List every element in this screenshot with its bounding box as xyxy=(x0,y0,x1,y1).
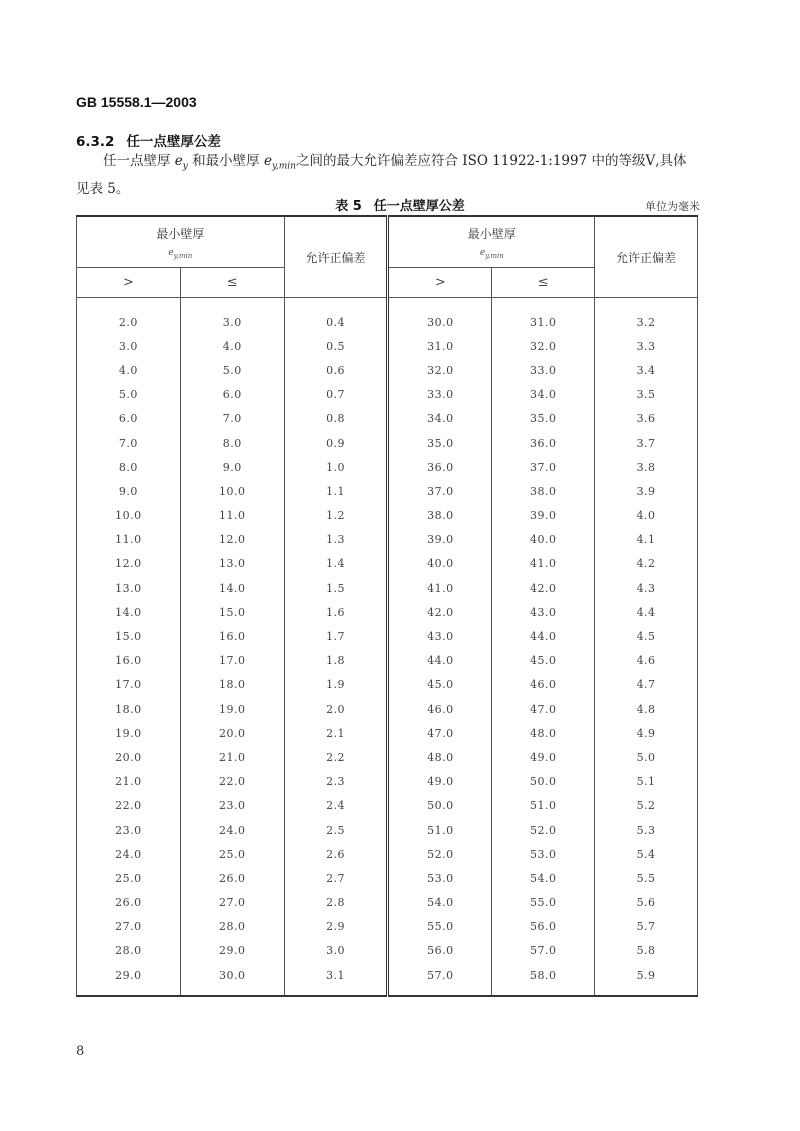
table-cell: 3.2 xyxy=(595,298,698,335)
symbol-eymin: e xyxy=(263,153,272,169)
table-cell: 4.0 xyxy=(180,334,284,358)
table-cell: 51.0 xyxy=(388,818,492,842)
table-cell: 56.0 xyxy=(388,939,492,963)
table-cell: 48.0 xyxy=(388,745,492,769)
table-row xyxy=(77,334,698,358)
table-cell: 44.0 xyxy=(492,624,595,648)
table-cell: 5.8 xyxy=(595,939,698,963)
table-row xyxy=(77,818,698,842)
header-symbol: $e_{y,min}$ xyxy=(479,247,504,260)
table-cell: 0.5 xyxy=(284,334,388,358)
table-cell: 2.0 xyxy=(284,697,388,721)
table-cell: 32.0 xyxy=(388,358,492,382)
table-cell: 27.0 xyxy=(180,891,284,915)
table-cell: 3.7 xyxy=(595,431,698,455)
table-row xyxy=(77,383,698,407)
table-cell: 18.0 xyxy=(77,697,181,721)
table-cell: 5.5 xyxy=(595,866,698,890)
body-paragraph xyxy=(76,150,700,200)
table-cell: 17.0 xyxy=(77,673,181,697)
table-cell: 2.1 xyxy=(284,721,388,745)
table-cell: 45.0 xyxy=(388,673,492,697)
table-cell: 4.5 xyxy=(595,624,698,648)
table-row xyxy=(77,673,698,697)
table-cell: 31.0 xyxy=(388,334,492,358)
table-row xyxy=(77,455,698,479)
table-cell: 23.0 xyxy=(180,794,284,818)
table-cell: 48.0 xyxy=(492,721,595,745)
table-cell: 52.0 xyxy=(492,818,595,842)
table-cell: 43.0 xyxy=(388,624,492,648)
table-cell: 26.0 xyxy=(77,891,181,915)
table-cell: 1.8 xyxy=(284,649,388,673)
table-row xyxy=(77,939,698,963)
table-cell: 15.0 xyxy=(180,600,284,624)
table-cell: 5.9 xyxy=(595,963,698,996)
table-cell: 2.3 xyxy=(284,770,388,794)
table-cell: 0.9 xyxy=(284,431,388,455)
header-gt: > xyxy=(388,268,492,298)
table-cell: 57.0 xyxy=(388,963,492,996)
table-cell: 9.0 xyxy=(180,455,284,479)
table-cell: 34.0 xyxy=(492,383,595,407)
table-cell: 14.0 xyxy=(180,576,284,600)
table-cell: 53.0 xyxy=(388,866,492,890)
table-cell: 50.0 xyxy=(492,770,595,794)
table-cell: 45.0 xyxy=(492,649,595,673)
table-cell: 8.0 xyxy=(180,431,284,455)
table-cell: 24.0 xyxy=(180,818,284,842)
table-cell: 16.0 xyxy=(77,649,181,673)
table-cell: 35.0 xyxy=(492,407,595,431)
table-cell: 57.0 xyxy=(492,939,595,963)
table-cell: 55.0 xyxy=(388,915,492,939)
table-cell: 29.0 xyxy=(180,939,284,963)
table-cell: 13.0 xyxy=(77,576,181,600)
table-cell: 15.0 xyxy=(77,624,181,648)
table-cell: 47.0 xyxy=(388,721,492,745)
header-symbol: $e_{y,min}$ xyxy=(168,247,193,260)
table-cell: 38.0 xyxy=(492,479,595,503)
table-cell: 4.2 xyxy=(595,552,698,576)
table-cell: 5.0 xyxy=(595,745,698,769)
table-cell: 5.2 xyxy=(595,794,698,818)
table-cell: 35.0 xyxy=(388,431,492,455)
table-cell: 7.0 xyxy=(180,407,284,431)
table-cell: 51.0 xyxy=(492,794,595,818)
table-cell: 6.0 xyxy=(77,407,181,431)
table-cell: 3.5 xyxy=(595,383,698,407)
header-gt: > xyxy=(77,268,181,298)
table-cell: 5.1 xyxy=(595,770,698,794)
table-cell: 33.0 xyxy=(388,383,492,407)
table-cell: 21.0 xyxy=(77,770,181,794)
symbol-ey: e xyxy=(174,153,183,169)
table-cell: 49.0 xyxy=(388,770,492,794)
header-tolerance-left: 允许正偏差 xyxy=(284,216,388,298)
para-text-3: 之间的最大允许偏差应符合 ISO 11922-1:1997 中的等级Ⅴ,具体见表 5。 xyxy=(76,153,687,197)
table-cell: 31.0 xyxy=(492,298,595,335)
table-cell: 4.9 xyxy=(595,721,698,745)
table-cell: 17.0 xyxy=(180,649,284,673)
section-number: 6.3.2 xyxy=(76,134,115,150)
table-cell: 22.0 xyxy=(180,770,284,794)
table-cell: 54.0 xyxy=(388,891,492,915)
table-cell: 49.0 xyxy=(492,745,595,769)
table-cell: 44.0 xyxy=(388,649,492,673)
table-cell: 30.0 xyxy=(388,298,492,335)
table-cell: 12.0 xyxy=(77,552,181,576)
table-number: 表 5 xyxy=(335,199,362,214)
symbol-eymin-sub: y,min xyxy=(271,161,296,172)
table-cell: 54.0 xyxy=(492,866,595,890)
symbol-ey-sub: y xyxy=(182,161,188,172)
table-row xyxy=(77,770,698,794)
table-cell: 14.0 xyxy=(77,600,181,624)
table-cell: 5.6 xyxy=(595,891,698,915)
table-cell: 36.0 xyxy=(492,431,595,455)
table-cell: 26.0 xyxy=(180,866,284,890)
table-cell: 42.0 xyxy=(388,600,492,624)
table-cell: 0.6 xyxy=(284,358,388,382)
header-tolerance-right: 允许正偏差 xyxy=(595,216,698,298)
table-cell: 20.0 xyxy=(180,721,284,745)
table-cell: 7.0 xyxy=(77,431,181,455)
table-row xyxy=(77,552,698,576)
table-row xyxy=(77,745,698,769)
table-row xyxy=(77,479,698,503)
table-cell: 3.0 xyxy=(284,939,388,963)
table-row xyxy=(77,576,698,600)
table-cell: 13.0 xyxy=(180,552,284,576)
table-cell: 4.1 xyxy=(595,528,698,552)
table-cell: 3.6 xyxy=(595,407,698,431)
table-cell: 0.7 xyxy=(284,383,388,407)
table-cell: 2.2 xyxy=(284,745,388,769)
header-le: ≤ xyxy=(492,268,595,298)
table-cell: 25.0 xyxy=(180,842,284,866)
table-cell: 1.0 xyxy=(284,455,388,479)
table-cell: 2.6 xyxy=(284,842,388,866)
table-cell: 34.0 xyxy=(388,407,492,431)
table-row xyxy=(77,963,698,996)
table-row xyxy=(77,891,698,915)
table-cell: 22.0 xyxy=(77,794,181,818)
table-cell: 42.0 xyxy=(492,576,595,600)
table-cell: 2.4 xyxy=(284,794,388,818)
section-title: 任一点壁厚公差 xyxy=(126,134,221,150)
table-cell: 1.2 xyxy=(284,504,388,528)
header-min-wall-left xyxy=(77,216,285,268)
table-cell: 3.0 xyxy=(180,298,284,335)
page-number: 8 xyxy=(76,1044,85,1059)
table-cell: 37.0 xyxy=(492,455,595,479)
para-text-1: 任一点壁厚 xyxy=(103,153,175,169)
table-body xyxy=(77,298,698,997)
table-cell: 19.0 xyxy=(77,721,181,745)
table-cell: 47.0 xyxy=(492,697,595,721)
table-cell: 52.0 xyxy=(388,842,492,866)
table-row xyxy=(77,600,698,624)
table-cell: 46.0 xyxy=(388,697,492,721)
table-cell: 18.0 xyxy=(180,673,284,697)
table-cell: 5.0 xyxy=(77,383,181,407)
table-cell: 36.0 xyxy=(388,455,492,479)
table-cell: 16.0 xyxy=(180,624,284,648)
table-cell: 20.0 xyxy=(77,745,181,769)
table-row xyxy=(77,407,698,431)
table-row xyxy=(77,721,698,745)
table-cell: 39.0 xyxy=(388,528,492,552)
table-cell: 5.7 xyxy=(595,915,698,939)
table-cell: 38.0 xyxy=(388,504,492,528)
header-min-wall-label: 最小壁厚 xyxy=(467,226,516,241)
table-cell: 37.0 xyxy=(388,479,492,503)
table-cell: 4.0 xyxy=(595,504,698,528)
table-cell: 55.0 xyxy=(492,891,595,915)
table-cell: 33.0 xyxy=(492,358,595,382)
table-cell: 11.0 xyxy=(77,528,181,552)
table-cell: 3.4 xyxy=(595,358,698,382)
table-cell: 3.0 xyxy=(77,334,181,358)
table-cell: 10.0 xyxy=(77,504,181,528)
table-cell: 25.0 xyxy=(77,866,181,890)
table-cell: 23.0 xyxy=(77,818,181,842)
table-cell: 11.0 xyxy=(180,504,284,528)
table-cell: 21.0 xyxy=(180,745,284,769)
table-row xyxy=(77,866,698,890)
table-cell: 4.3 xyxy=(595,576,698,600)
table-cell: 3.8 xyxy=(595,455,698,479)
unit-note: 单位为毫米 xyxy=(645,200,700,213)
table-cell: 10.0 xyxy=(180,479,284,503)
section-heading xyxy=(76,130,221,150)
tolerance-table xyxy=(76,215,698,997)
table-cell: 8.0 xyxy=(77,455,181,479)
table-cell: 24.0 xyxy=(77,842,181,866)
table-cell: 2.8 xyxy=(284,891,388,915)
table-cell: 1.4 xyxy=(284,552,388,576)
table-row xyxy=(77,697,698,721)
table-cell: 6.0 xyxy=(180,383,284,407)
table-cell: 50.0 xyxy=(388,794,492,818)
table-cell: 56.0 xyxy=(492,915,595,939)
table-cell: 40.0 xyxy=(492,528,595,552)
table-cell: 5.3 xyxy=(595,818,698,842)
table-cell: 4.4 xyxy=(595,600,698,624)
table-row xyxy=(77,624,698,648)
header-min-wall-label: 最小壁厚 xyxy=(156,226,205,241)
table-cell: 9.0 xyxy=(77,479,181,503)
table-cell: 39.0 xyxy=(492,504,595,528)
table-cell: 46.0 xyxy=(492,673,595,697)
table-cell: 28.0 xyxy=(180,915,284,939)
table-row xyxy=(77,528,698,552)
table-cell: 19.0 xyxy=(180,697,284,721)
table-cell: 3.1 xyxy=(284,963,388,996)
table-cell: 4.7 xyxy=(595,673,698,697)
table-cell: 58.0 xyxy=(492,963,595,996)
table-cell: 2.9 xyxy=(284,915,388,939)
table-cell: 3.3 xyxy=(595,334,698,358)
table-cell: 32.0 xyxy=(492,334,595,358)
table-cell: 4.8 xyxy=(595,697,698,721)
table-cell: 40.0 xyxy=(388,552,492,576)
table-row xyxy=(77,431,698,455)
table-cell: 12.0 xyxy=(180,528,284,552)
table-row xyxy=(77,358,698,382)
table-cell: 30.0 xyxy=(180,963,284,996)
table-row xyxy=(77,794,698,818)
table-row xyxy=(77,504,698,528)
table-title: 任一点壁厚公差 xyxy=(373,199,465,214)
table-cell: 1.1 xyxy=(284,479,388,503)
table-cell: 1.6 xyxy=(284,600,388,624)
table-cell: 2.0 xyxy=(77,298,181,335)
table-cell: 41.0 xyxy=(388,576,492,600)
table-cell: 2.7 xyxy=(284,866,388,890)
table-cell: 29.0 xyxy=(77,963,181,996)
table-cell: 0.4 xyxy=(284,298,388,335)
table-cell: 1.3 xyxy=(284,528,388,552)
table-cell: 1.7 xyxy=(284,624,388,648)
table-cell: 4.6 xyxy=(595,649,698,673)
para-text-2: 和最小壁厚 xyxy=(187,153,264,169)
table-cell: 41.0 xyxy=(492,552,595,576)
table-cell: 0.8 xyxy=(284,407,388,431)
table-cell: 4.0 xyxy=(77,358,181,382)
table-row xyxy=(77,842,698,866)
table-cell: 28.0 xyxy=(77,939,181,963)
header-min-wall-right xyxy=(388,216,595,268)
table-cell: 43.0 xyxy=(492,600,595,624)
table-cell: 27.0 xyxy=(77,915,181,939)
table-cell: 3.9 xyxy=(595,479,698,503)
standard-code: GB 15558.1—2003 xyxy=(76,94,197,110)
table-cell: 1.9 xyxy=(284,673,388,697)
table-cell: 2.5 xyxy=(284,818,388,842)
table-cell: 1.5 xyxy=(284,576,388,600)
header-le: ≤ xyxy=(180,268,284,298)
table-row xyxy=(77,915,698,939)
table-cell: 5.0 xyxy=(180,358,284,382)
table-cell: 5.4 xyxy=(595,842,698,866)
table-row xyxy=(77,649,698,673)
table-cell: 53.0 xyxy=(492,842,595,866)
table-row xyxy=(77,298,698,335)
